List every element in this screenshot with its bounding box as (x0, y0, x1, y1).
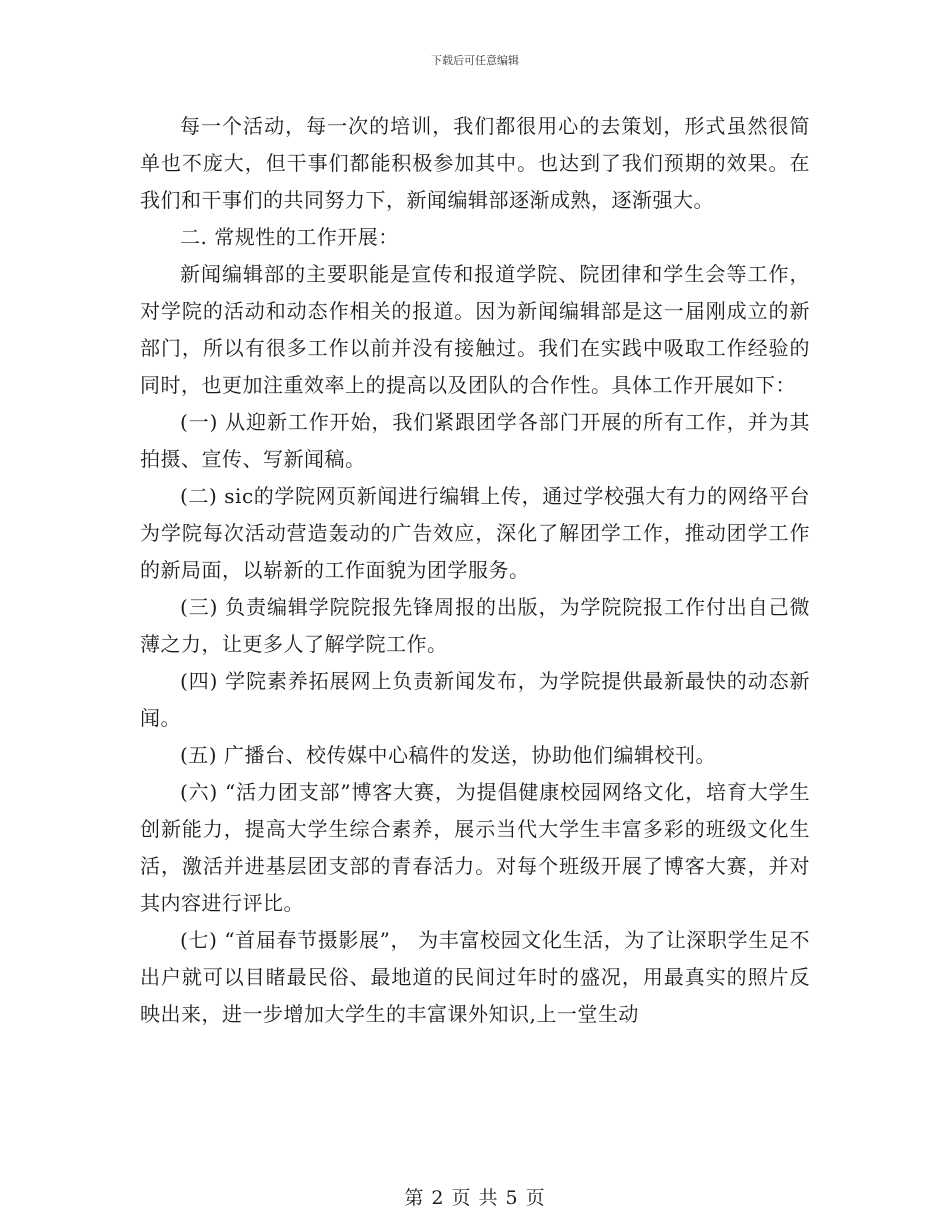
section-heading-routine-work: 二. 常规性的工作开展： (180, 225, 399, 249)
list-item-2: (二) sic的学院网页新闻进行编辑上传，通过学校强大有力的网络平台为学院每次活动营造轰动的广告效应，深化了解团学工作，推动团学工作的新局面，以崭新的工作面貌为团学服务。 (140, 484, 810, 582)
list-item-7: (七) “首届春节摄影展”， 为丰富校园文化生活，为了让深职学生足不出户就可以目睹最民俗、最地道的民间过年时的盛况，用最真实的照片反映出来，进一步增加大学生的丰富课外知识,上一堂生动 (140, 928, 810, 1026)
page-number-footer: 第 2 页 共 5 页 (404, 1187, 546, 1209)
document-body (140, 108, 810, 1033)
page-header: 下载后可任意编辑 (431, 54, 519, 67)
list-item-4: (四) 学院素养拓展网上负责新闻发布，为学院提供最新最快的动态新闻。 (140, 669, 810, 730)
list-item-5: (五) 广播台、校传媒中心稿件的发送，协助他们编辑校刊。 (180, 743, 716, 767)
list-item-3: (三) 负责编辑学院院报先锋周报的出版，为学院院报工作付出自己微薄之力，让更多人了解学院工作。 (140, 595, 810, 656)
list-item-1: (一) 从迎新工作开始，我们紧跟团学各部门开展的所有工作，并为其拍摄、宣传、写新闻稿。 (140, 410, 810, 471)
paragraph-department-duties: 新闻编辑部的主要职能是宣传和报道学院、院团律和学生会等工作，对学院的活动和动态作相关的报道。因为新闻编辑部是这一届刚成立的新部门，所以有很多工作以前并没有接触过。我们在实践中吸取工作经验的同时，也更加注重效率上的提高以及团队的合作性。具体工作开展如下： (140, 262, 810, 397)
list-item-6: (六) “活力团支部”博客大赛，为提倡健康校园网络文化，培育大学生创新能力，提高大学生综合素养，展示当代大学生丰富多彩的班级文化生活，激活并进基层团支部的青春活力。对每个班级开展了博客大赛，并对其内容进行评比。 (140, 780, 810, 915)
paragraph-intro-summary: 每一个活动，每一次的培训，我们都很用心的去策划，形式虽然很简单也不庞大，但干事们都能积极参加其中。也达到了我们预期的效果。在我们和干事们的共同努力下，新闻编辑部逐渐成熟，逐渐强大。 (140, 114, 810, 212)
